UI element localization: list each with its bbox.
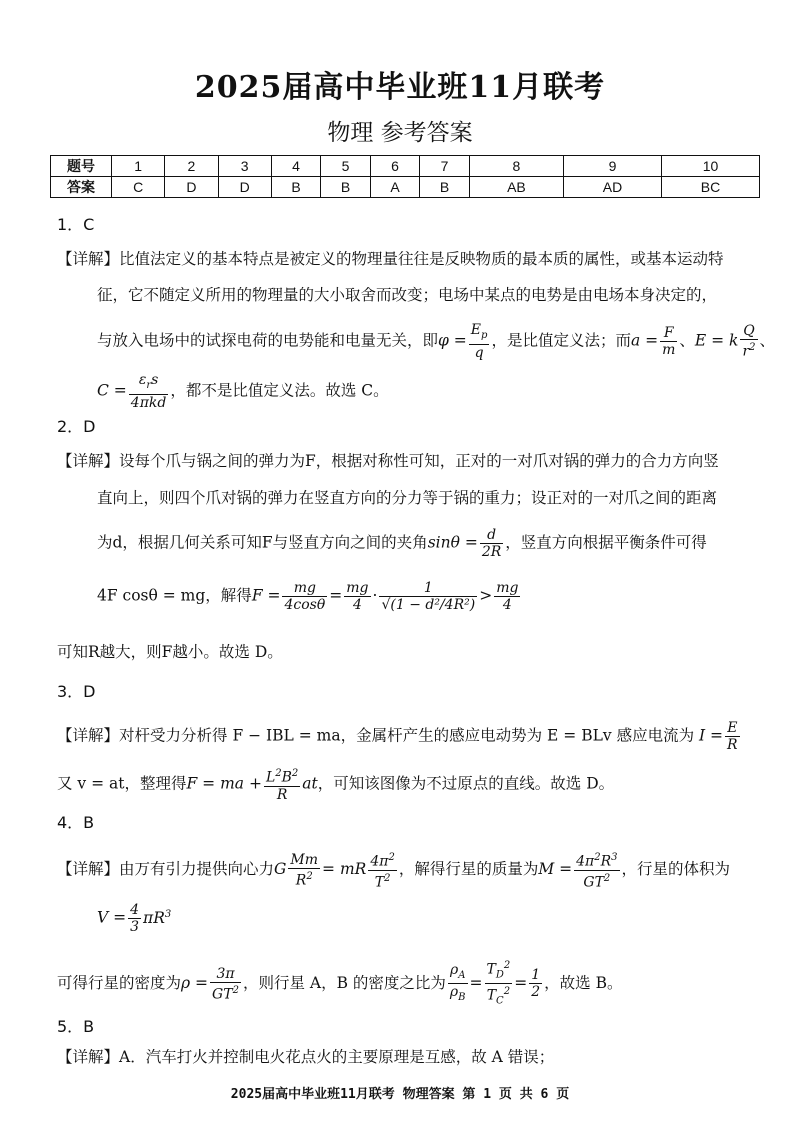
table-cell: 9 bbox=[564, 156, 662, 177]
table-cell: B bbox=[321, 177, 371, 198]
table-cell: 7 bbox=[420, 156, 470, 177]
q1-line-3: 与放入电场中的试探电荷的电势能和电量无关，即φ = $\frac{E_p}{q}$ ，是比值定义法；而a = $\frac{F}{m}$ 、E = k $\frac{Q}{r^2}$ 、 bbox=[97, 322, 776, 361]
fraction-root: $\frac{1}{\text{√(1 − d²/4R²)}}$ bbox=[381, 580, 476, 613]
q4-text-1a: 由万有引力提供向心力 bbox=[119, 860, 275, 879]
q5-text-1: A．汽车打火并控制电火花点火的主要原理是互感，故 A 错误； bbox=[119, 1048, 555, 1066]
q1-text-1: 比值法定义的基本特点是被定义的物理量往往是反映物质的最本质的属性，或基本运动特 bbox=[119, 250, 724, 268]
fraction-e-r: $\frac{E}{R}$ bbox=[727, 720, 738, 753]
q2-text-3b: ，竖直方向根据平衡条件可得 bbox=[505, 533, 707, 552]
detail-tag: 【详解】 bbox=[57, 250, 120, 268]
table-cell: AD bbox=[564, 177, 662, 198]
fraction-q-r2: $\frac{Q}{r^2}$ bbox=[742, 323, 756, 360]
table-cell: BC bbox=[661, 177, 759, 198]
table-cell: D bbox=[218, 177, 271, 198]
table-header-number: 题号 bbox=[51, 156, 112, 177]
q1-line-1 bbox=[57, 248, 724, 270]
table-header-answer: 答案 bbox=[51, 177, 112, 198]
fraction-capacitance: $\frac{\varepsilon_rs}{\text{4πkd}}$ bbox=[130, 372, 167, 411]
fraction-ep-q: $\frac{E_p}{q}$ bbox=[470, 322, 488, 361]
q2-line-4: 4F cosθ = mg，解得F = $\frac{mg}{4\cos\theta}$ = $\frac{mg}{4}$ · $\frac{1}{\text{√(1 − d²/4R²)}}$ > $\frac{mg}{4}$ bbox=[97, 580, 519, 613]
q1-text-4b: ，都不是比值定义法。故选 C。 bbox=[170, 381, 389, 400]
q4-line-1: 【详解】由万有引力提供向心力G $\frac{Mm}{R^2}$ = mR $\frac{4\pi^2}{T^2}$ ，解得行星的质量为M = $\frac{4\pi^2R^3}{GT^2}$ ，行星的体积为 bbox=[57, 851, 731, 891]
answer-table-answer-row bbox=[51, 177, 760, 198]
table-cell: 1 bbox=[112, 156, 165, 177]
detail-tag: 【详解】 bbox=[57, 1048, 120, 1066]
formula-f: F = bbox=[251, 586, 281, 605]
q3-text-2a: 又 v = at，整理得 bbox=[57, 774, 187, 793]
q1-text-3a: 与放入电场中的试探电荷的电势能和电量无关，即 bbox=[97, 331, 439, 350]
detail-tag: 【详解】 bbox=[57, 860, 120, 879]
table-cell: 10 bbox=[661, 156, 759, 177]
question-2-label: 2．D bbox=[57, 417, 96, 436]
formula-force: F = ma + bbox=[186, 774, 262, 793]
table-cell: B bbox=[420, 177, 470, 198]
page-subtitle: 物理 参考答案 bbox=[327, 120, 473, 146]
fraction-mg-4: $\frac{mg}{4}$ bbox=[346, 580, 369, 613]
q4-text-3a: 可得行星的密度为 bbox=[57, 973, 182, 992]
fraction-d-2r: $\frac{d}{2R}$ bbox=[481, 527, 502, 560]
q2-line-5: 可知R越大，则F越小。故选 D。 bbox=[57, 643, 283, 661]
question-3-label: 3．D bbox=[57, 682, 96, 701]
fraction-t-ratio: $\frac{T_D^2}{T_C^2}$ bbox=[486, 960, 511, 1007]
fraction-4-3: $\frac{4}{3}$ bbox=[130, 902, 140, 935]
q4-line-3: 可得行星的密度为ρ = $\frac{3\pi}{GT^2}$ ，则行星 A，B 的密度之比为 $\frac{\rho_A}{\rho_B}$ = $\frac{T_D^2}{T_C^2}$ = $\frac{1}{2}$ ，故选 B。 bbox=[57, 958, 623, 1010]
q3-line-1 bbox=[57, 720, 742, 753]
table-cell: B bbox=[271, 177, 321, 198]
table-cell: D bbox=[165, 177, 218, 198]
q1-text-3b: ，是比值定义法；而 bbox=[491, 331, 631, 350]
fraction-1-2: $\frac{1}{2}$ bbox=[531, 967, 541, 1001]
q4-text-1b: ，解得行星的质量为 bbox=[398, 860, 539, 879]
q2-line-2: 直向上，则四个爪对锅的弹力在竖直方向的分力等于锅的重力；设正对的一对爪之间的距离 bbox=[97, 489, 718, 507]
q3-text-1: 对杆受力分析得 F − IBL = ma，金属杆产生的感应电动势为 E = BLv 感应电流为 bbox=[119, 726, 695, 745]
q2-line-1 bbox=[57, 450, 719, 472]
fraction-mass: $\frac{4\pi^2R^3}{GT^2}$ bbox=[576, 852, 618, 891]
formula-i: I = bbox=[694, 726, 724, 745]
table-cell: A bbox=[370, 177, 420, 198]
table-cell: AB bbox=[469, 177, 563, 198]
q1-line-4 bbox=[97, 372, 389, 411]
fraction-density: $\frac{3\pi}{GT^2}$ bbox=[212, 965, 239, 1003]
formula-c: C = bbox=[97, 381, 127, 400]
question-5-label: 5．B bbox=[57, 1017, 95, 1036]
q4-text-3b: ，则行星 A，B 的密度之比为 bbox=[242, 973, 446, 992]
formula-a: a = bbox=[630, 331, 659, 350]
page-title: 2025届高中毕业班11月联考 bbox=[194, 70, 606, 105]
table-cell: 5 bbox=[321, 156, 371, 177]
formula-sin: sinθ = bbox=[427, 533, 478, 552]
q2-text-1: 设每个爪与锅之间的弹力为F，根据对称性可知，正对的一对爪对锅的弹力的合力方向竖 bbox=[119, 452, 719, 470]
formula-volume: V = bbox=[97, 908, 127, 927]
table-cell: 6 bbox=[370, 156, 420, 177]
fraction-4pi2-t2: $\frac{4\pi^2}{T^2}$ bbox=[370, 852, 395, 891]
answer-table-number-row bbox=[51, 156, 760, 177]
formula-e: E = k bbox=[694, 331, 739, 350]
q1-line-2: 征，它不随定义所用的物理量的大小取舍而改变；电场中某点的电势是由电场本身决定的， bbox=[97, 286, 718, 304]
table-cell: C bbox=[112, 177, 165, 198]
table-cell: 4 bbox=[271, 156, 321, 177]
page-footer: 2025届高中毕业班11月联考 物理答案 第 1 页 共 6 页 bbox=[230, 1087, 570, 1102]
fraction-f-m: $\frac{F}{m}$ bbox=[662, 324, 676, 358]
q4-text-3c: ，故选 B。 bbox=[544, 973, 623, 992]
q4-line-2: V = $\frac{4}{3}$ $\pi R^3$ bbox=[97, 902, 172, 935]
q2-text-3a: 为d，根据几何关系可知F与竖直方向之间的夹角 bbox=[97, 533, 428, 552]
q5-line-1 bbox=[57, 1046, 554, 1068]
q2-text-4a: 4F cosθ = mg，解得 bbox=[97, 586, 252, 605]
table-cell: 2 bbox=[165, 156, 218, 177]
fraction-rho-ratio: $\frac{\rho_A}{\rho_B}$ bbox=[449, 961, 466, 1004]
answer-table bbox=[50, 155, 760, 198]
q3-text-2b: ，可知该图像为不过原点的直线。故选 D。 bbox=[317, 774, 615, 793]
detail-tag: 【详解】 bbox=[57, 452, 120, 470]
q3-line-2: 又 v = at，整理得F = ma + $\frac{L^2B^2}{R}$ at，可知该图像为不过原点的直线。故选 D。 bbox=[57, 768, 615, 803]
q4-text-1c: ，行星的体积为 bbox=[621, 860, 731, 879]
detail-tag: 【详解】 bbox=[57, 726, 120, 745]
question-4-label: 4．B bbox=[57, 813, 95, 832]
table-cell: 3 bbox=[218, 156, 271, 177]
formula-phi: φ = bbox=[438, 331, 467, 350]
fraction-mg-4cos: $\frac{mg}{4\cos\theta}$ bbox=[284, 580, 326, 613]
fraction-l2b2-r: $\frac{L^2B^2}{R}$ bbox=[265, 768, 299, 803]
question-1-label: 1．C bbox=[57, 215, 95, 234]
q2-line-3 bbox=[97, 527, 707, 560]
fraction-mg-4-b: $\frac{mg}{4}$ bbox=[496, 580, 519, 613]
fraction-mm-r2: $\frac{Mm}{R^2}$ bbox=[290, 851, 319, 889]
table-cell: 8 bbox=[469, 156, 563, 177]
